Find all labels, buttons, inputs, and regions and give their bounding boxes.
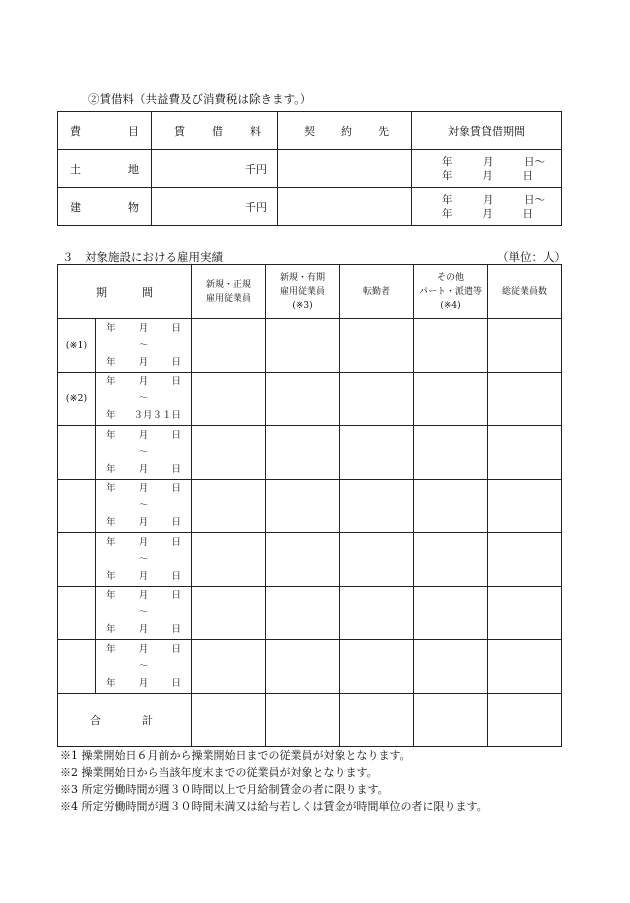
cell-new-fixed-term[interactable] — [266, 426, 340, 480]
cell-total-employees[interactable] — [488, 640, 562, 694]
employment-section-title: ３ 対象施設における雇用実績 — [62, 250, 223, 264]
rent-row-land: 土 地 千円 年 月 日～ 年 月 日 — [58, 150, 562, 188]
employment-row — [58, 533, 562, 587]
total-transferees[interactable] — [340, 693, 414, 746]
header-new-fixed-term: 新規・有期 雇用従業員 (※3) — [266, 265, 340, 319]
footnotes — [60, 747, 488, 815]
employment-row — [58, 372, 562, 426]
cell-other-part-time[interactable] — [414, 640, 488, 694]
rent-header-item: 費 目 — [58, 112, 152, 150]
cell-total-employees[interactable] — [488, 533, 562, 587]
cell-transferees[interactable] — [340, 319, 414, 373]
footnote-4: ※4 所定労働時間が週３０時間未満又は給与若しくは賃金が時間単位の者に限ります。 — [60, 800, 488, 813]
employment-table — [57, 264, 562, 747]
cell-other-part-time[interactable] — [414, 372, 488, 426]
cell-new-fixed-term[interactable] — [266, 479, 340, 533]
cell-transferees[interactable] — [340, 586, 414, 640]
header-period: 期 間 — [58, 265, 192, 319]
cell-new-regular[interactable] — [192, 533, 266, 587]
cell-new-fixed-term[interactable] — [266, 319, 340, 373]
row-note-mark: (※2) — [58, 372, 96, 426]
cell-other-part-time[interactable] — [414, 586, 488, 640]
employment-row — [58, 640, 562, 694]
rent-header-period: 対象賃貸借期間 — [412, 112, 562, 150]
row-period[interactable]: 年 月 日 ～ 年 月 日 — [96, 640, 192, 694]
cell-new-regular[interactable] — [192, 640, 266, 694]
cell-other-part-time[interactable] — [414, 426, 488, 480]
rent-section-title: ②賃借料（共益費及び消費税は除きます。） — [88, 92, 312, 106]
employment-total-row — [58, 693, 562, 746]
row-period[interactable]: 年 月 日 ～ 年 月 日 — [96, 479, 192, 533]
cell-new-regular[interactable] — [192, 426, 266, 480]
header-total-employees: 総従業員数 — [488, 265, 562, 319]
row-period[interactable]: 年 月 日 ～ 年 月 日 — [96, 586, 192, 640]
cell-new-regular[interactable] — [192, 319, 266, 373]
header-transferees: 転勤者 — [340, 265, 414, 319]
cell-transferees[interactable] — [340, 479, 414, 533]
total-label: 合 計 — [58, 693, 192, 746]
cell-new-regular[interactable] — [192, 479, 266, 533]
cell-transferees[interactable] — [340, 372, 414, 426]
cell-new-regular[interactable] — [192, 586, 266, 640]
cell-new-fixed-term[interactable] — [266, 586, 340, 640]
cell-other-part-time[interactable] — [414, 479, 488, 533]
total-other-part-time[interactable] — [414, 693, 488, 746]
cell-transferees[interactable] — [340, 533, 414, 587]
total-new-fixed-term[interactable] — [266, 693, 340, 746]
rent-contractor-building[interactable] — [278, 188, 412, 226]
header-new-regular: 新規・正規 雇用従業員 — [192, 265, 266, 319]
row-note-mark — [58, 533, 96, 587]
cell-total-employees[interactable] — [488, 426, 562, 480]
footnote-1: ※1 操業開始日６月前から操業開始日までの従業員が対象となります。 — [60, 749, 411, 762]
row-note-mark — [58, 479, 96, 533]
rent-header-amount: 賃 借 料 — [152, 112, 278, 150]
row-note-mark: (※1) — [58, 319, 96, 373]
row-period[interactable]: 年 月 日 ～ 年 月 日 — [96, 319, 192, 373]
cell-new-fixed-term[interactable] — [266, 640, 340, 694]
cell-total-employees[interactable] — [488, 372, 562, 426]
cell-transferees[interactable] — [340, 426, 414, 480]
total-employees[interactable] — [488, 693, 562, 746]
row-period[interactable]: 年 月 日 ～ 年 月 日 — [96, 426, 192, 480]
rent-table — [57, 111, 562, 226]
employment-row — [58, 479, 562, 533]
rent-header-contractor: 契 約 先 — [278, 112, 412, 150]
rent-amount-land[interactable]: 千円 — [152, 150, 278, 188]
row-note-mark — [58, 586, 96, 640]
cell-new-fixed-term[interactable] — [266, 533, 340, 587]
rent-amount-building[interactable]: 千円 — [152, 188, 278, 226]
cell-total-employees[interactable] — [488, 479, 562, 533]
employment-unit: （単位：人） — [497, 250, 566, 264]
row-note-mark — [58, 640, 96, 694]
employment-row — [58, 426, 562, 480]
footnote-3: ※3 所定労働時間が週３０時間以上で月給制賃金の者に限ります。 — [60, 783, 389, 796]
rent-period-building[interactable]: 年 月 日～ 年 月 日 — [412, 188, 562, 226]
cell-new-regular[interactable] — [192, 372, 266, 426]
cell-total-employees[interactable] — [488, 586, 562, 640]
rent-row-building: 建 物 千円 年 月 日～ 年 月 日 — [58, 188, 562, 226]
cell-other-part-time[interactable] — [414, 319, 488, 373]
cell-transferees[interactable] — [340, 640, 414, 694]
rent-contractor-land[interactable] — [278, 150, 412, 188]
cell-other-part-time[interactable] — [414, 533, 488, 587]
cell-new-fixed-term[interactable] — [266, 372, 340, 426]
footnote-2: ※2 操業開始日から当該年度末までの従業員が対象となります。 — [60, 766, 378, 779]
employment-row — [58, 586, 562, 640]
total-new-regular[interactable] — [192, 693, 266, 746]
employment-header-row — [58, 265, 562, 319]
row-period[interactable]: 年 月 日 ～ 年 月 日 — [96, 533, 192, 587]
header-other-part-time: その他 パート・派遣等 (※4) — [414, 265, 488, 319]
rent-period-land[interactable]: 年 月 日～ 年 月 日 — [412, 150, 562, 188]
row-note-mark — [58, 426, 96, 480]
cell-total-employees[interactable] — [488, 319, 562, 373]
row-period[interactable]: 年 月 日 ～ 年 ３月３１日 — [96, 372, 192, 426]
employment-row — [58, 319, 562, 373]
